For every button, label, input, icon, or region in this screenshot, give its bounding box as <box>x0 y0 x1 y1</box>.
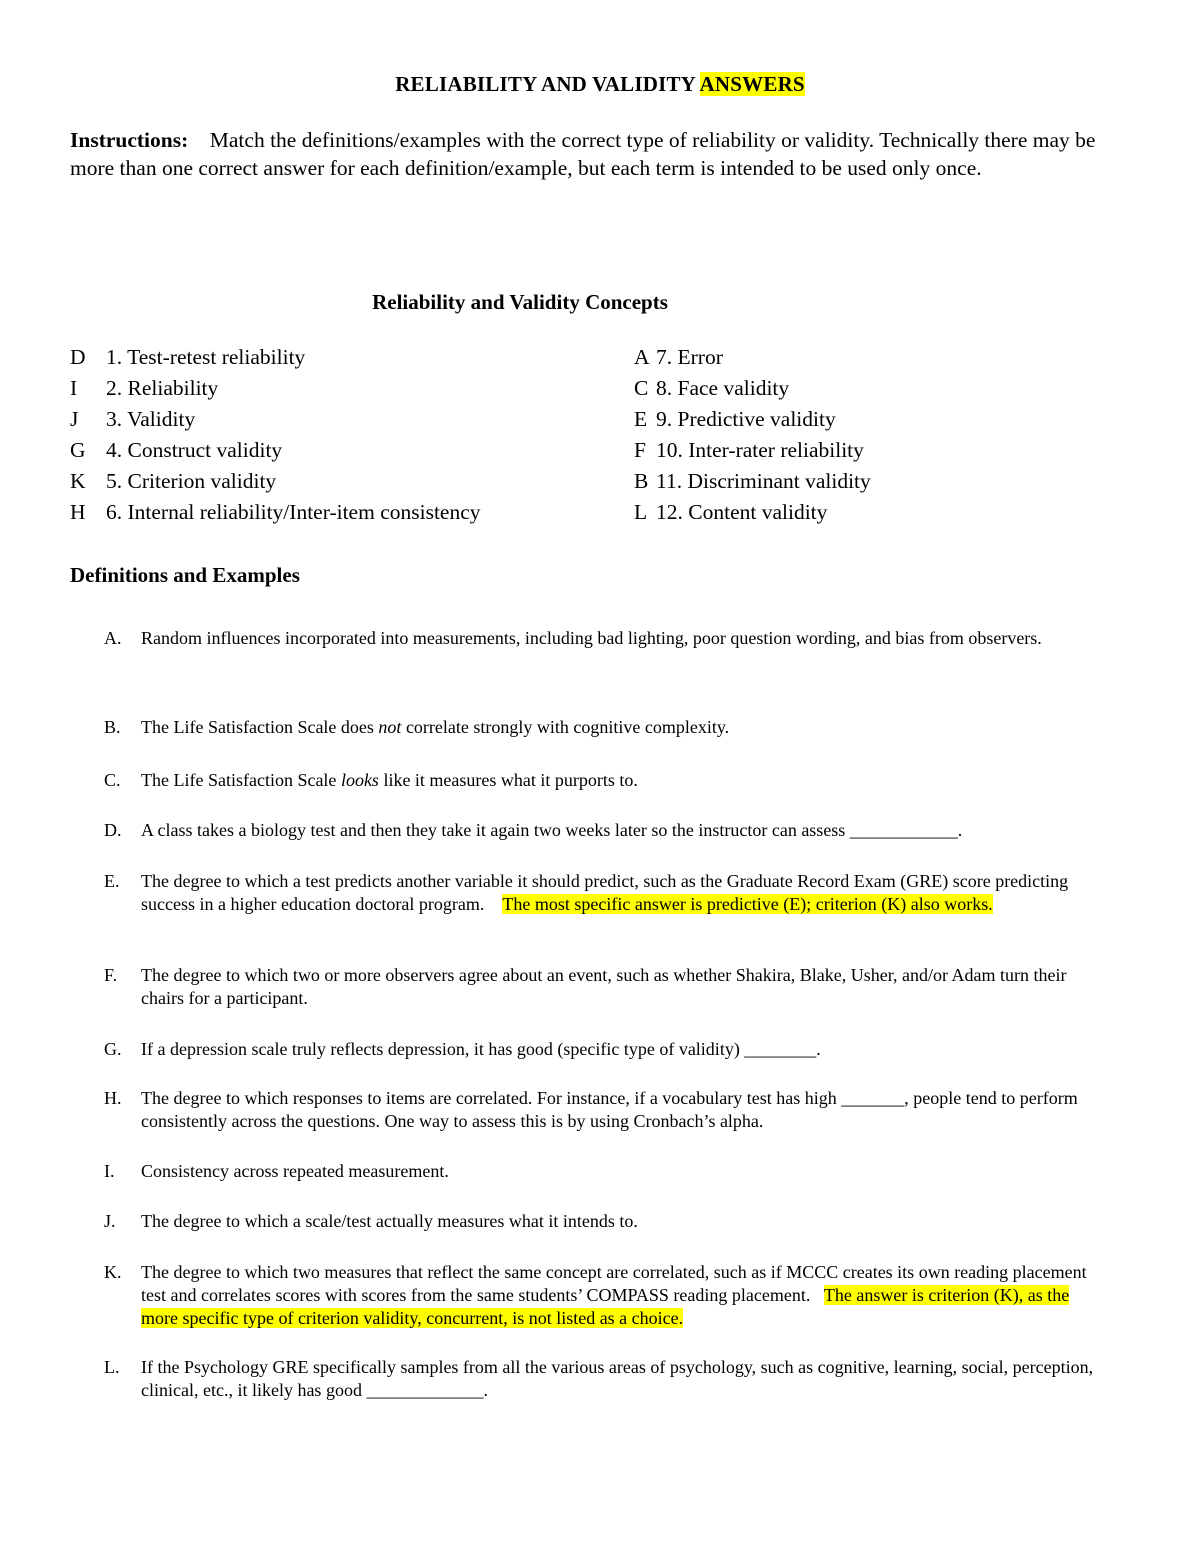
concept-item <box>634 466 871 497</box>
definition-letter: E. <box>104 871 120 891</box>
concept-item <box>70 466 481 497</box>
concept-label: 9. Predictive validity <box>656 407 836 431</box>
concept-item <box>634 404 871 435</box>
concept-label: 7. Error <box>656 345 723 369</box>
concept-item <box>70 497 481 528</box>
concept-label: 11. Discriminant validity <box>656 469 871 493</box>
definition-item-a <box>104 627 1104 650</box>
concept-answer: G <box>70 438 86 462</box>
definition-item-k <box>104 1261 1104 1330</box>
definition-item-c <box>104 769 1104 792</box>
concept-label: 5. Criterion validity <box>106 469 277 493</box>
definition-text: If the Psychology GRE specifically samples from all the various areas of psychology, such as cognitive, learning, social, perception, clinical, etc., it likely has good _____________. <box>141 1357 1094 1400</box>
definition-letter: H. <box>104 1088 122 1108</box>
definition-letter: A. <box>104 628 122 648</box>
concept-answer: B <box>634 469 649 493</box>
concept-label: 6. Internal reliability/Inter-item consistency <box>106 500 481 524</box>
definition-text: A class takes a biology test and then they take it again two weeks later so the instructor can assess ____________. <box>141 820 963 840</box>
definition-item-j <box>104 1210 1104 1233</box>
definition-letter: I. <box>104 1161 115 1181</box>
concept-answer: I <box>70 376 78 400</box>
definition-letter: F. <box>104 965 118 985</box>
concept-label: 10. Inter-rater reliability <box>656 438 864 462</box>
concept-item <box>70 373 481 404</box>
concept-answer: C <box>634 376 649 400</box>
definition-letter: D. <box>104 820 122 840</box>
concept-item <box>70 342 481 373</box>
concept-answer: L <box>634 500 648 524</box>
definition-letter: K. <box>104 1262 122 1282</box>
definition-text-part: The degree to which two measures that reflect the same concept are correlated, such as if MCCC creates its own reading placement test and correlates scores with scores from the same students’ COMPASS reading placement. <box>141 1262 1087 1305</box>
definition-text: Consistency across repeated measurement. <box>141 1161 449 1181</box>
definition-letter: J. <box>104 1211 116 1231</box>
instructions-paragraph <box>70 126 1130 182</box>
definition-text: If a depression scale truly reflects depression, it has good (specific type of validity) ________. <box>141 1039 821 1059</box>
concept-item <box>70 435 481 466</box>
definition-text-part: correlate strongly with cognitive complexity. <box>401 717 730 737</box>
definition-text <box>141 1261 1104 1330</box>
concept-label: 4. Construct validity <box>106 438 283 462</box>
definition-letter: C. <box>104 770 121 790</box>
definition-text: The degree to which two or more observers agree about an event, such as whether Shakira, Blake, Usher, and/or Adam turn their chairs for a participant. <box>141 965 1067 1008</box>
definition-text: The degree to which a scale/test actually measures what it intends to. <box>141 1211 638 1231</box>
title-text: RELIABILITY AND VALIDITY <box>395 72 696 96</box>
concept-answer: J <box>70 407 79 431</box>
definition-item-f <box>104 964 1104 1010</box>
definition-item-g <box>104 1038 1104 1061</box>
definition-text-part: like it measures what it purports to. <box>378 770 638 790</box>
title-answers-highlight: ANSWERS <box>699 72 805 96</box>
concepts-right-column <box>634 342 871 528</box>
concept-item <box>634 342 871 373</box>
concept-answer: D <box>70 345 86 369</box>
concept-label: 2. Reliability <box>106 376 219 400</box>
definition-item-d <box>104 819 1104 842</box>
definition-text <box>141 769 1104 792</box>
concept-item <box>634 373 871 404</box>
concept-item <box>634 497 871 528</box>
concept-answer: F <box>634 438 646 462</box>
definition-text <box>141 870 1104 916</box>
definition-emphasis: not <box>378 717 402 737</box>
definition-item-i <box>104 1160 1104 1183</box>
definition-text-part: The Life Satisfaction Scale does <box>141 717 379 737</box>
definition-letter: L. <box>104 1357 120 1377</box>
definitions-heading: Definitions and Examples <box>70 563 300 587</box>
concept-answer: H <box>70 500 86 524</box>
concept-label: 3. Validity <box>106 407 196 431</box>
instructions-label: Instructions: <box>70 128 189 152</box>
concept-item <box>70 404 481 435</box>
definition-text: Random influences incorporated into measurements, including bad lighting, poor question wording, and bias from observers. <box>141 628 1042 648</box>
concepts-left-column <box>70 342 481 528</box>
concept-label: 8. Face validity <box>656 376 790 400</box>
concept-answer: E <box>634 407 648 431</box>
concept-item <box>634 435 871 466</box>
definition-item-h <box>104 1087 1104 1133</box>
definition-item-e <box>104 870 1104 916</box>
definition-item-b <box>104 716 1104 739</box>
definition-letter: G. <box>104 1039 122 1059</box>
definition-text-part: The degree to which a test predicts another variable it should predict, such as the Graduate Record Exam (GRE) score predicting success in a higher education doctoral program. <box>141 871 1069 914</box>
instructions-text: Match the definitions/examples with the correct type of reliability or validity. Technically there may be more than one correct answer for each definition/example, but each term is intended to be used only once. <box>70 128 1096 180</box>
answer-note-highlight: The answer is criterion (K), as the more specific type of criterion validity, concurrent, is not listed as a choice. <box>141 1285 1070 1328</box>
definition-emphasis: looks <box>340 770 379 790</box>
definition-letter: B. <box>104 717 121 737</box>
answer-note-highlight: The most specific answer is predictive (E); criterion (K) also works. <box>502 894 993 914</box>
concept-label: 12. Content validity <box>656 500 828 524</box>
concept-answer: A <box>634 345 650 369</box>
definition-text: The degree to which responses to items are correlated. For instance, if a vocabulary test has high _______, people tend to perform consistently across the questions. One way to assess this is by using Cronbach’s alpha. <box>141 1088 1078 1131</box>
definition-item-l <box>104 1356 1104 1402</box>
concept-label: 1. Test-retest reliability <box>106 345 306 369</box>
definition-text-part: The Life Satisfaction Scale <box>141 770 341 790</box>
page-title <box>0 72 1200 97</box>
concept-answer: K <box>70 469 86 493</box>
definition-text <box>141 716 1104 739</box>
concepts-heading: Reliability and Validity Concepts <box>372 290 668 314</box>
